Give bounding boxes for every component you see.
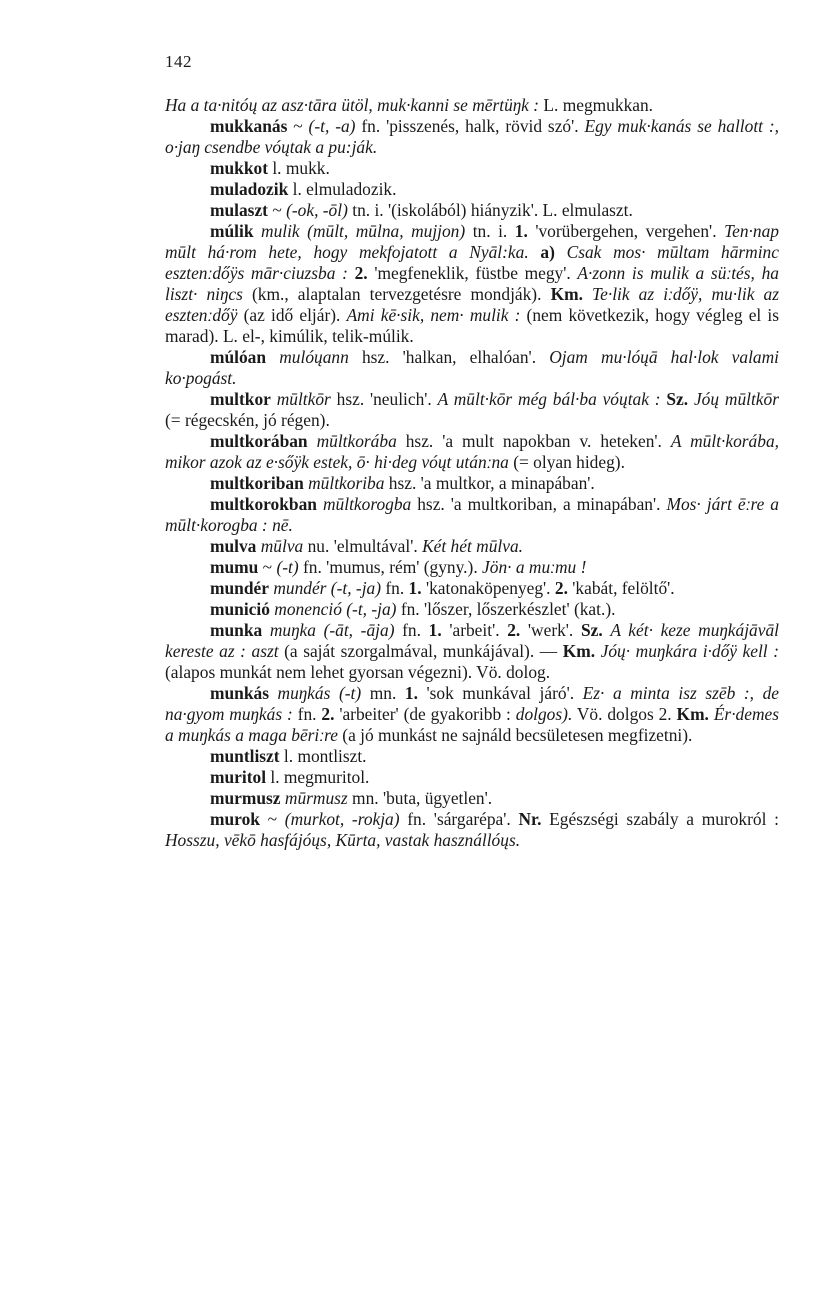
- dictionary-entry: [165, 116, 779, 158]
- entry-text: 'sok munkával járó'.: [417, 683, 583, 703]
- entry-bold-text: múlik: [210, 221, 254, 241]
- entry-bold-text: Nr.: [518, 809, 542, 829]
- dictionary-entry: [165, 578, 779, 599]
- entry-text: (= régecskén, jó régen).: [165, 410, 330, 430]
- entry-text: hsz. 'halkan, elhalóan'.: [348, 347, 550, 367]
- entry-text: (nem következik, hogy végleg el is marad). L. el-, kimúlik, telik-múlik.: [165, 305, 780, 346]
- entry-bold-text: mukkot: [210, 158, 268, 178]
- entry-text: l. mukk.: [268, 158, 330, 178]
- entry-italic-text: Jóų· muŋkára i·dőÿ kell :: [600, 641, 779, 661]
- entry-bold-text: mukkanás: [210, 116, 288, 136]
- entry-bold-text: mumu: [210, 557, 259, 577]
- entry-text: [555, 242, 567, 262]
- entry-bold-text: 1.: [404, 683, 418, 703]
- entry-italic-text: Jön· a muːmu !: [482, 557, 587, 577]
- entry-text: [266, 347, 279, 367]
- entry-text: [529, 242, 541, 262]
- entry-bold-text: muntliszt: [210, 746, 280, 766]
- entry-text: hsz. 'a multkor, a minapában'.: [384, 473, 595, 493]
- entry-bold-text: munició: [210, 599, 270, 619]
- entry-italic-text: Csak mos· mūltam hārminc esztenːdőÿs mār·ciuzsba :: [165, 242, 779, 283]
- dictionary-entry: [165, 683, 779, 746]
- entry-bold-text: 1.: [408, 578, 422, 598]
- entry-text: l. megmuritol.: [266, 767, 370, 787]
- entry-bold-text: muladozik: [210, 179, 289, 199]
- dictionary-entry: [165, 200, 779, 221]
- entry-bold-text: munkás: [210, 683, 269, 703]
- entry-bold-text: múlóan: [210, 347, 267, 367]
- entry-italic-text: mundér (-t, -ja): [273, 578, 382, 598]
- dictionary-entry: [165, 95, 779, 116]
- dictionary-entry: [165, 809, 779, 851]
- entry-text: hsz. 'a multkoriban, a minapában'.: [411, 494, 667, 514]
- entry-bold-text: Km.: [562, 641, 596, 661]
- entry-text: tn. i.: [465, 221, 515, 241]
- entry-text: 'arbeiter' (de gyakoribb :: [334, 704, 516, 724]
- entry-italic-text: Ten·nap mūlt há·rom hete, hogy mekfojatott a Nyāl:ka.: [165, 221, 779, 262]
- entry-bold-text: mulva: [210, 536, 257, 556]
- entry-italic-text: (-t): [276, 557, 299, 577]
- dictionary-entry: [165, 599, 779, 620]
- entry-text: 'katonaköpenyeg'.: [421, 578, 555, 598]
- entry-text: (a jó munkást ne sajnáld becsületesen megfizetni).: [337, 725, 693, 745]
- entry-text: fn. 'sárgarépa'.: [399, 809, 519, 829]
- entry-italic-text: muŋkás (-t): [277, 683, 362, 703]
- dictionary-entry: [165, 158, 779, 179]
- entry-italic-text: mūltkorogba: [322, 494, 412, 514]
- entry-text: ~: [258, 557, 277, 577]
- entry-text: fn.: [394, 620, 429, 640]
- entry-text: ~: [267, 200, 287, 220]
- entry-italic-text: A mūlt·kōr még bál·ba vóųtak :: [437, 389, 661, 409]
- dictionary-entry: [165, 473, 779, 494]
- entry-text: mn. 'buta, ügyetlen'.: [347, 788, 493, 808]
- dictionary-entry: [165, 557, 779, 578]
- entry-bold-text: 2.: [354, 263, 368, 283]
- dictionary-entry: [165, 347, 779, 389]
- entry-text: [308, 431, 317, 451]
- entry-italic-text: Hosszu, vēkō hasfájóųs, Kūrta, vastak használlóųs.: [165, 830, 521, 850]
- entry-italic-text: Ez· a minta isz szēb :, de na·gyom muŋkás :: [165, 683, 780, 724]
- entry-italic-text: mūltkoriba: [308, 473, 385, 493]
- entry-bold-text: murok: [210, 809, 260, 829]
- entry-bold-text: Sz.: [666, 389, 689, 409]
- dictionary-entry: [165, 494, 779, 536]
- dictionary-text-column: [165, 95, 779, 851]
- entry-text: l. montliszt.: [279, 746, 367, 766]
- entry-italic-text: (-ok, -ōl): [286, 200, 348, 220]
- entry-text: (az idő eljár).: [237, 305, 347, 325]
- entry-bold-text: 1.: [428, 620, 442, 640]
- entry-bold-text: multkor: [210, 389, 271, 409]
- page-number: 142: [165, 52, 192, 71]
- entry-text: [262, 620, 270, 640]
- entry-text: ~: [259, 809, 285, 829]
- entry-text: (a saját szorgalmával, munkájával). —: [278, 641, 563, 661]
- entry-italic-text: Ha a ta·nitóų az asz·tāra ütöl, muk·kanni se mērtüŋk :: [165, 95, 540, 115]
- entry-bold-text: murmusz: [210, 788, 281, 808]
- entry-text: tn. i. '(iskolából) hiányzik'. L. elmulaszt.: [347, 200, 633, 220]
- entry-text: hsz. 'neulich'.: [330, 389, 438, 409]
- entry-bold-text: 2.: [321, 704, 335, 724]
- entry-italic-text: mulik (mūlt, mūlna, mujjon): [261, 221, 466, 241]
- entry-italic-text: Te·lik az iːdőÿ, mu·lik az esztenːdőÿ: [165, 284, 779, 325]
- dictionary-entry: [165, 767, 779, 788]
- entry-italic-text: Egy muk·kanás se hallott :, o·jaŋ csendbe vóųtak a pu:ják.: [165, 116, 780, 157]
- entry-italic-text: A·zonn is mulik a süːtés, ha liszt· niŋcs: [165, 263, 779, 304]
- entry-text: mn.: [361, 683, 405, 703]
- entry-text: (= olyan hideg).: [508, 452, 625, 472]
- entry-bold-text: Sz.: [580, 620, 603, 640]
- entry-italic-text: mūltkorába: [316, 431, 397, 451]
- entry-text: (km., alaptalan tervezgetésre mondják).: [242, 284, 551, 304]
- entry-bold-text: a): [540, 242, 555, 262]
- dictionary-entry: [165, 620, 779, 683]
- entry-italic-text: A két· keze muŋkájāvāl kereste az : aszt: [165, 620, 779, 661]
- entry-italic-text: mūltkōr: [276, 389, 331, 409]
- dictionary-entry: [165, 431, 779, 473]
- entry-italic-text: Két hét mūlva.: [422, 536, 524, 556]
- entry-italic-text: mūlva: [260, 536, 304, 556]
- entry-italic-text: mūrmusz: [284, 788, 348, 808]
- entry-text: [583, 284, 592, 304]
- entry-text: nu. 'elmultával'.: [303, 536, 423, 556]
- entry-bold-text: multkoriban: [210, 473, 304, 493]
- entry-bold-text: mundér: [210, 578, 269, 598]
- entry-bold-text: multkorában: [210, 431, 308, 451]
- entry-text: fn. 'lőszer, lőszerkészlet' (kat.).: [396, 599, 616, 619]
- entry-bold-text: muritol: [210, 767, 267, 787]
- entry-text: fn. 'pisszenés, halk, rövid szó'.: [355, 116, 585, 136]
- entry-text: [348, 263, 355, 283]
- entry-text: fn. 'mumus, rém' (gyny.).: [298, 557, 483, 577]
- entry-italic-text: dolgos).: [515, 704, 573, 724]
- entry-bold-text: 1.: [514, 221, 528, 241]
- entry-bold-text: multkorokban: [210, 494, 317, 514]
- entry-text: Vö. dolgos 2.: [572, 704, 677, 724]
- dictionary-entry: [165, 389, 779, 431]
- entry-text: 'kabát, felöltő'.: [567, 578, 675, 598]
- entry-italic-text: Jóų mūltkōr: [693, 389, 779, 409]
- entry-italic-text: mulóųann: [279, 347, 349, 367]
- dictionary-entry: [165, 746, 779, 767]
- entry-text: fn.: [292, 704, 322, 724]
- entry-text: [269, 683, 278, 703]
- entry-text: l. elmuladozik.: [288, 179, 397, 199]
- dictionary-entry: [165, 788, 779, 809]
- entry-bold-text: 2.: [507, 620, 521, 640]
- entry-bold-text: Km.: [676, 704, 709, 724]
- entry-text: [254, 221, 262, 241]
- dictionary-entry: [165, 536, 779, 557]
- dictionary-entry: [165, 179, 779, 200]
- entry-text: (alapos munkát nem lehet gyorsan végezni). Vö. dolog.: [165, 662, 551, 682]
- entry-bold-text: 2.: [554, 578, 568, 598]
- entry-italic-text: (murkot, -rokja): [284, 809, 400, 829]
- entry-text: hsz. 'a mult napokban v. heteken'.: [396, 431, 671, 451]
- entry-text: Egészségi szabály a murokról :: [541, 809, 779, 829]
- entry-bold-text: Km.: [550, 284, 583, 304]
- entry-text: ~: [287, 116, 309, 136]
- entry-text: L. megmukkan.: [539, 95, 654, 115]
- entry-text: 'werk'.: [520, 620, 581, 640]
- entry-text: 'megfeneklik, füstbe megy'.: [367, 263, 578, 283]
- entry-italic-text: Ojam mu·lóųā hal·lok valami ko·pogást.: [165, 347, 779, 388]
- entry-italic-text: muŋka (-āt, -āja): [269, 620, 395, 640]
- entry-text: 'vorübergehen, vergehen'.: [527, 221, 725, 241]
- entry-bold-text: munka: [210, 620, 263, 640]
- dictionary-entry: [165, 221, 779, 347]
- entry-text: 'arbeit'.: [441, 620, 508, 640]
- entry-italic-text: Ami kē·sik, nem· mulik :: [346, 305, 521, 325]
- entry-italic-text: monenció (-t, -ja): [274, 599, 397, 619]
- entry-italic-text: Ér·demes a muŋkás a maga bēriːre: [165, 704, 780, 745]
- entry-italic-text: Mos· járt ēːre a mūlt·korogba : nē.: [165, 494, 779, 535]
- entry-bold-text: mulaszt: [210, 200, 268, 220]
- entry-italic-text: A mūlt·korába, mikor azok az e·sőÿk estek, ō· hi·deg vóųt utánːna: [165, 431, 779, 472]
- entry-text: fn.: [381, 578, 409, 598]
- entry-italic-text: (-t, -a): [308, 116, 356, 136]
